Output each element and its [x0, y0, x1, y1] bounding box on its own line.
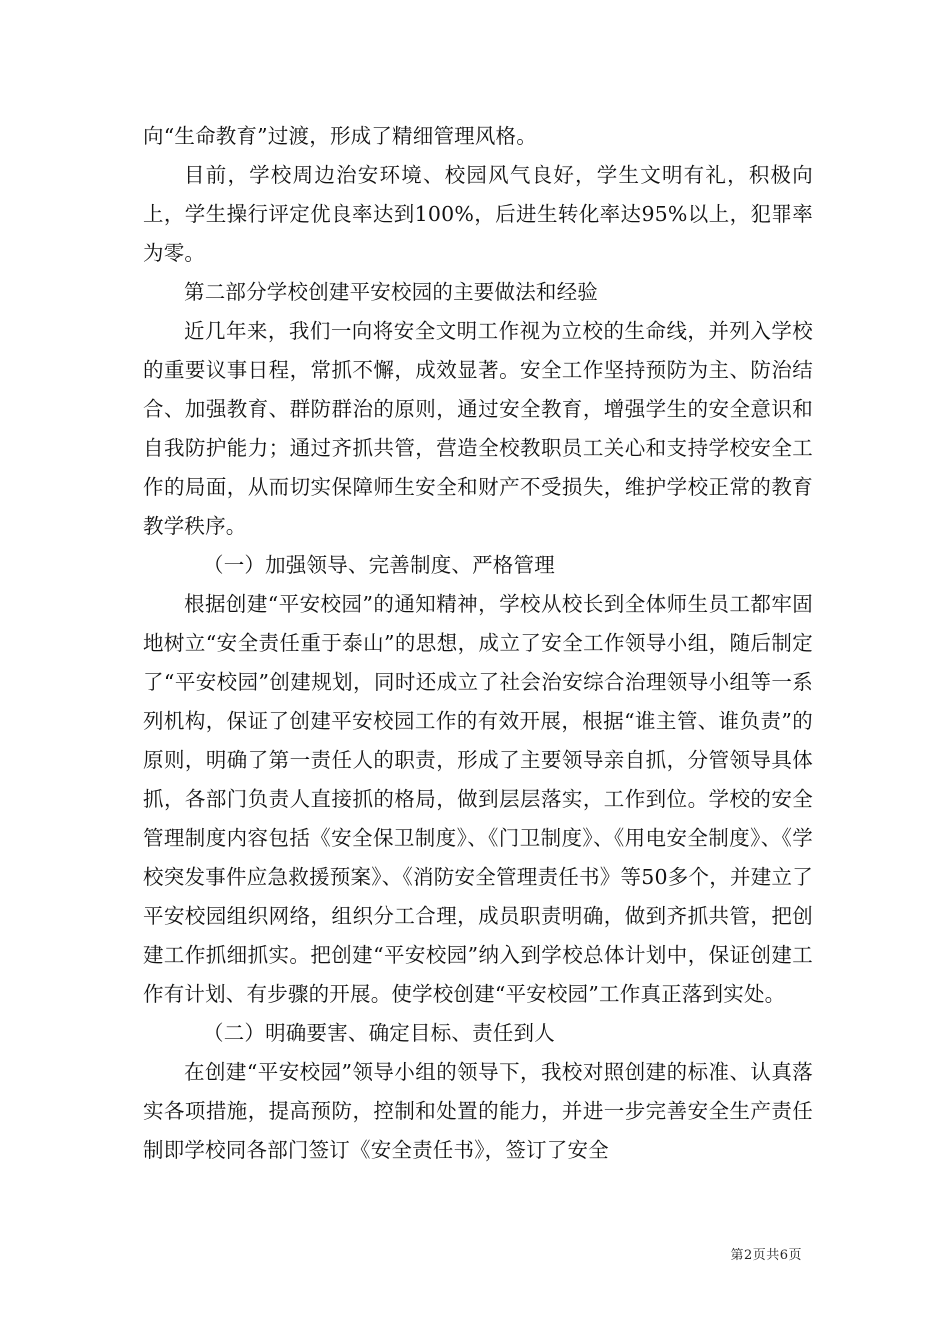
document-body: [143, 117, 813, 1170]
paragraph-responsibility: 在创建“平安校园”领导小组的领导下，我校对照创建的标准、认真落实各项措施，提高预防，控制和处置的能力，并进一步完善安全生产责任制即学校同各部门签订《安全责任书》，签订了安全: [143, 1060, 813, 1162]
paragraph-leadership-system: 根据创建“平安校园”的通知精神，学校从校长到全体师生员工都牢固地树立“安全责任重于泰山”的思想，成立了安全工作领导小组，随后制定了“平安校园”创建规划，同时还成立了社会治安综合治理领导小组等一系列机构，保证了创建平安校园工作的有效开展，根据“谁主管、谁负责”的原则，明确了第一责任人的职责，形成了主要领导亲自抓，分管领导具体抓，各部门负责人直接抓的格局，做到层层落实，工作到位。学校的安全管理制度内容包括《安全保卫制度》、《门卫制度》、《用电安全制度》、《学校突发事件应急救援预案》、《消防安全管理责任书》等50多个，并建立了平安校园组织网络，组织分工合理，成员职责明确，做到齐抓共管，把创建工作抓细抓实。把创建“平安校园”纳入到学校总体计划中，保证创建工作有计划、有步骤的开展。使学校创建“平安校园”工作真正落到实处。: [143, 592, 813, 1006]
paragraph-safety-overview: 近几年来，我们一向将安全文明工作视为立校的生命线，并列入学校的重要议事日程，常抓不懈，成效显著。安全工作坚持预防为主、防治结合、加强教育、群防群治的原则，通过安全教育，增强学生的安全意识和自我防护能力；通过齐抓共管，营造全校教职员工关心和支持学校安全工作的局面，从而切实保障师生安全和财产不受损失，维护学校正常的教育教学秩序。: [143, 319, 813, 538]
paragraph-continuation: 向“生命教育”过渡，形成了精细管理风格。: [143, 124, 537, 148]
page-number-footer: 第2页共6页: [730, 1248, 802, 1263]
paragraph-campus-status: 目前，学校周边治安环境、校园风气良好，学生文明有礼，积极向上，学生操行评定优良率达到100%，后进生转化率达95%以上，犯罪率为零。: [143, 163, 813, 265]
section-heading-part-two: 第二部分学校创建平安校园的主要做法和经验: [184, 280, 598, 304]
subheading-responsibility: （二）明确要害、确定目标、责任到人: [203, 1021, 555, 1045]
subheading-leadership: （一）加强领导、完善制度、严格管理: [203, 553, 555, 577]
